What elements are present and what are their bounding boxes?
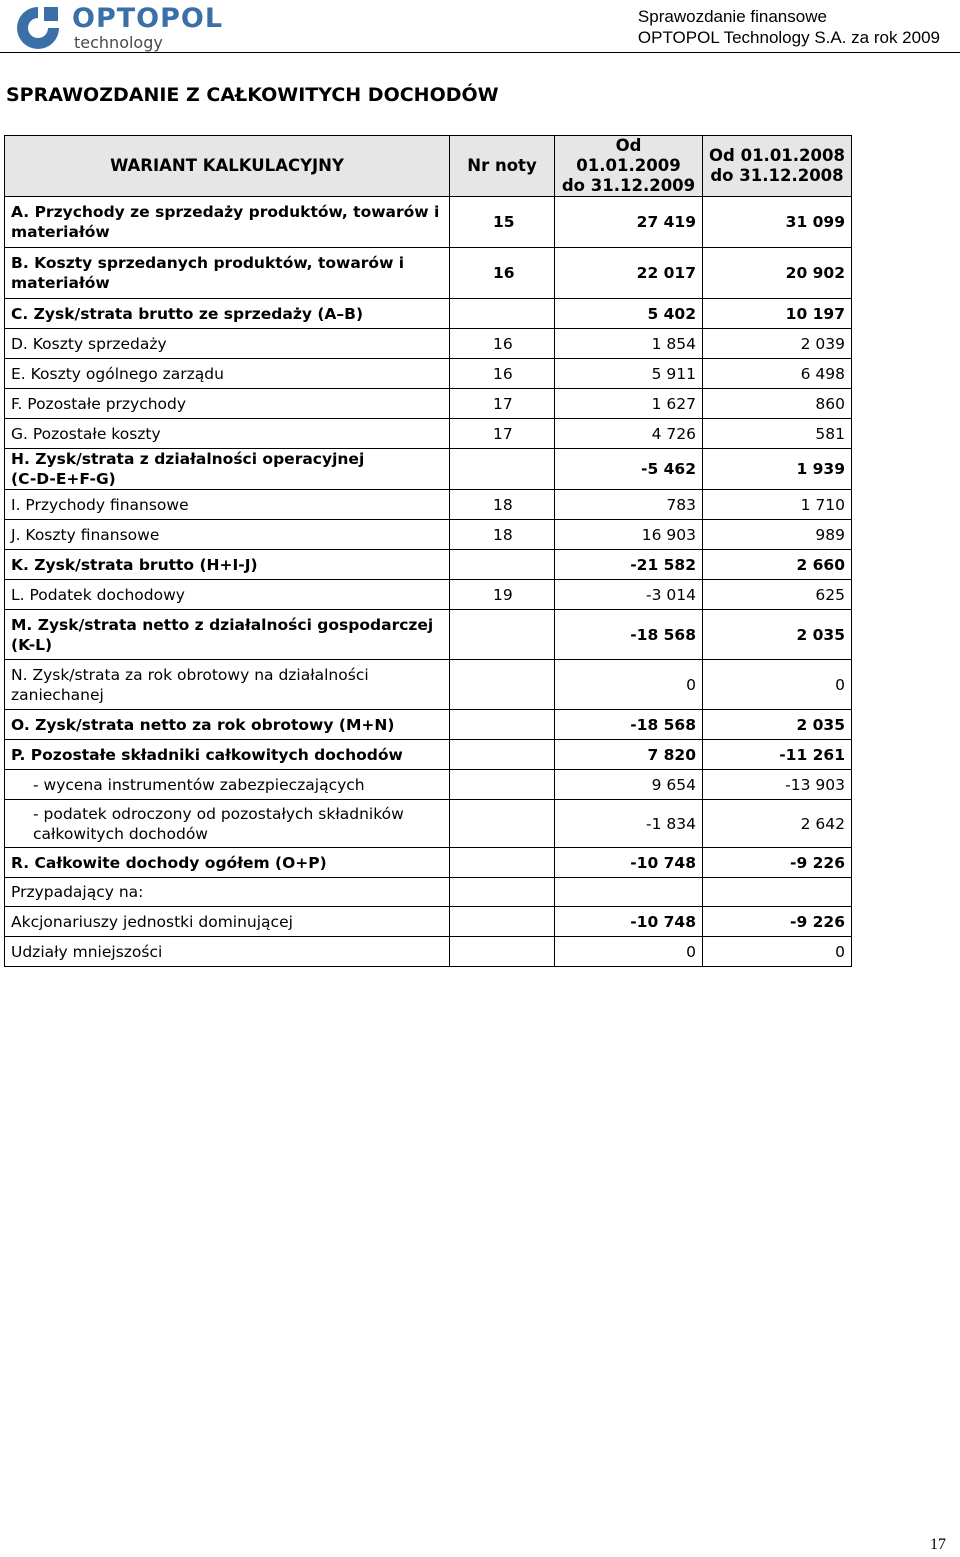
table-row [5,359,852,389]
row-value-2009: -21 582 [555,550,703,580]
row-label: O. Zysk/strata netto za rok obrotowy (M+N) [5,710,450,740]
row-value-2008: 0 [703,937,852,967]
page-number: 17 [930,1536,946,1553]
row-label: I. Przychody finansowe [5,490,450,520]
table-row [5,248,852,299]
row-value-2008: 10 197 [703,299,852,329]
row-note [450,299,555,329]
row-label: K. Zysk/strata brutto (H+I-J) [5,550,450,580]
row-value-2009: -18 568 [555,710,703,740]
row-note: 17 [450,389,555,419]
row-value-2008: -9 226 [703,907,852,937]
row-value-2009: -1 834 [555,800,703,848]
table-row [5,937,852,967]
row-value-2009: -10 748 [555,907,703,937]
row-value-2008: 2 660 [703,550,852,580]
row-value-2009: 4 726 [555,419,703,449]
row-value-2009: 5 402 [555,299,703,329]
row-label: H. Zysk/strata z działalności operacyjnej (C-D-E+F-G) [5,449,450,490]
row-label: N. Zysk/strata za rok obrotowy na działalności zaniechanej [5,660,450,710]
row-value-2009: -5 462 [555,449,703,490]
row-note: 18 [450,520,555,550]
row-value-2009: 783 [555,490,703,520]
report-line-2: OPTOPOL Technology S.A. za rok 2009 [637,28,940,47]
row-value-2009: 22 017 [555,248,703,299]
row-note [450,878,555,907]
row-value-2008: 0 [703,660,852,710]
row-label: Udziały mniejszości [5,937,450,967]
row-label: P. Pozostałe składniki całkowitych dochodów [5,740,450,770]
row-value-2008: 989 [703,520,852,550]
row-value-2009: -18 568 [555,610,703,660]
row-note [450,937,555,967]
row-label: C. Zysk/strata brutto ze sprzedaży (A–B) [5,299,450,329]
row-value-2008: -13 903 [703,770,852,800]
row-label: R. Całkowite dochody ogółem (O+P) [5,848,450,878]
row-value-2008: 2 035 [703,710,852,740]
table-row [5,449,852,490]
row-value-2009: 1 854 [555,329,703,359]
row-note [450,740,555,770]
row-value-2009: 1 627 [555,389,703,419]
row-value-2008: 6 498 [703,359,852,389]
row-value-2008: 1 710 [703,490,852,520]
row-value-2008: 2 039 [703,329,852,359]
table-row [5,197,852,248]
table-row [5,710,852,740]
row-value-2008: -9 226 [703,848,852,878]
row-value-2008: 581 [703,419,852,449]
row-label: E. Koszty ogólnego zarządu [5,359,450,389]
row-note: 15 [450,197,555,248]
row-value-2009: 0 [555,937,703,967]
row-value-2009: 7 820 [555,740,703,770]
row-label: D. Koszty sprzedaży [5,329,450,359]
table-row [5,660,852,710]
report-info [638,6,940,48]
header-period-2009: Od 01.01.2009 do 31.12.2009 [555,136,703,197]
row-value-2008: 31 099 [703,197,852,248]
row-label: J. Koszty finansowe [5,520,450,550]
table-row [5,550,852,580]
row-value-2008: 1 939 [703,449,852,490]
brand-tagline: technology [74,33,163,52]
row-value-2009: 27 419 [555,197,703,248]
table-header-row [5,136,852,197]
logo-mark-icon [12,4,64,52]
row-value-2009: -10 748 [555,848,703,878]
table-row [5,520,852,550]
header-divider [0,52,960,53]
row-note [450,660,555,710]
row-label: L. Podatek dochodowy [5,580,450,610]
report-line-1: Sprawozdanie finansowe [637,7,827,26]
row-value-2009: 16 903 [555,520,703,550]
row-note [450,710,555,740]
table-row [5,878,852,907]
row-value-2009: -3 014 [555,580,703,610]
row-note [450,610,555,660]
table-row [5,580,852,610]
table-body [5,197,852,967]
row-note: 18 [450,490,555,520]
row-note [450,550,555,580]
document-title: SPRAWOZDANIE Z CAŁKOWITYCH DOCHODÓW [6,84,499,106]
row-value-2009: 0 [555,660,703,710]
row-label: - wycena instrumentów zabezpieczających [5,770,450,800]
row-label: B. Koszty sprzedanych produktów, towarów i materiałów [5,248,450,299]
row-value-2008: 860 [703,389,852,419]
row-label: M. Zysk/strata netto z działalności gospodarczej (K-L) [5,610,450,660]
table-row [5,907,852,937]
table-row [5,389,852,419]
page-header [0,0,960,56]
row-label: F. Pozostałe przychody [5,389,450,419]
table-row [5,610,852,660]
row-note [450,907,555,937]
row-value-2009: 5 911 [555,359,703,389]
table-row [5,490,852,520]
table-row [5,299,852,329]
row-label: Przypadający na: [5,878,450,907]
table-row [5,329,852,359]
table-row [5,419,852,449]
row-label: A. Przychody ze sprzedaży produktów, towarów i materiałów [5,197,450,248]
row-label: G. Pozostałe koszty [5,419,450,449]
brand-name: OPTOPOL [72,3,224,34]
row-note [450,449,555,490]
row-note [450,848,555,878]
row-value-2008 [703,878,852,907]
table-row [5,800,852,848]
row-note [450,800,555,848]
row-note: 16 [450,248,555,299]
row-note: 16 [450,329,555,359]
row-label: Akcjonariuszy jednostki dominującej [5,907,450,937]
header-period-2008: Od 01.01.2008 do 31.12.2008 [703,136,852,197]
table-row [5,740,852,770]
header-variant: WARIANT KALKULACYJNY [5,136,450,197]
table-row [5,848,852,878]
row-note: 17 [450,419,555,449]
row-note: 16 [450,359,555,389]
income-statement-table [4,135,852,967]
table-row [5,770,852,800]
row-value-2008: 2 035 [703,610,852,660]
row-value-2008: 2 642 [703,800,852,848]
row-note [450,770,555,800]
row-label: - podatek odroczony od pozostałych składników całkowitych dochodów [5,800,450,848]
row-note: 19 [450,580,555,610]
row-value-2008: 20 902 [703,248,852,299]
optopol-logo [12,4,252,54]
row-value-2008: -11 261 [703,740,852,770]
row-value-2009 [555,878,703,907]
row-value-2009: 9 654 [555,770,703,800]
row-value-2008: 625 [703,580,852,610]
header-note: Nr noty [450,136,555,197]
